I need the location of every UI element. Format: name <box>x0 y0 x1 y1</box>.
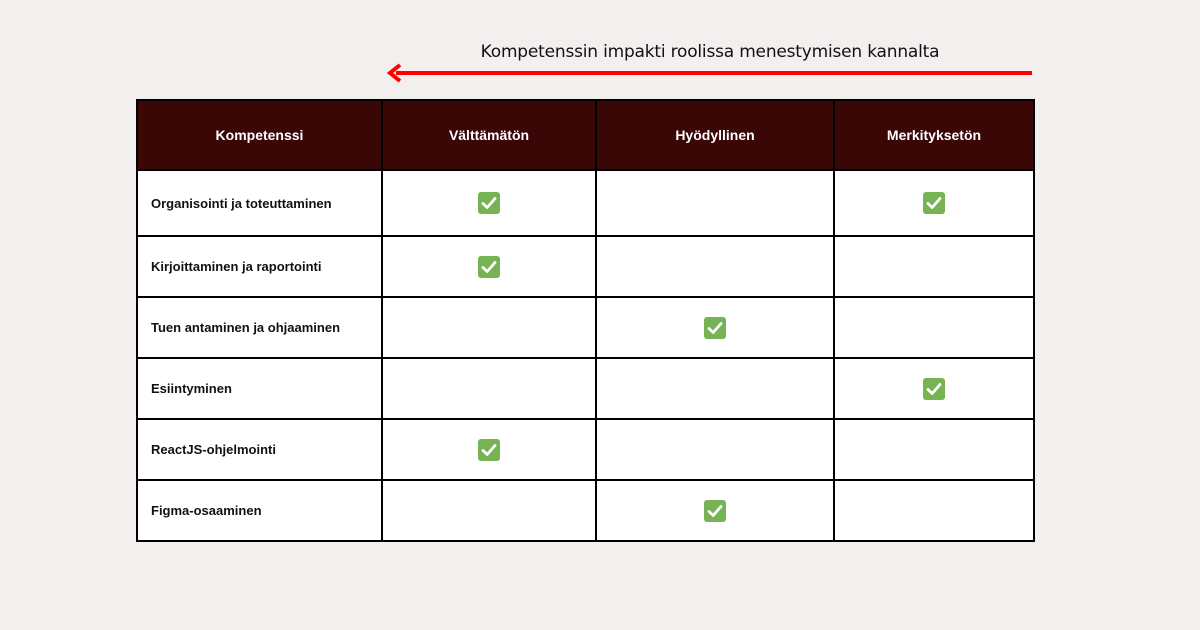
rating-cell <box>382 358 596 419</box>
table-row <box>137 236 1034 297</box>
check-mark-icon <box>478 192 500 214</box>
competency-label: Esiintyminen <box>137 358 382 419</box>
table-row <box>137 170 1034 236</box>
table-row <box>137 480 1034 541</box>
rating-cell <box>834 419 1034 480</box>
rating-cell <box>382 236 596 297</box>
rating-cell <box>382 480 596 541</box>
rating-cell <box>596 480 834 541</box>
rating-cell <box>382 170 596 236</box>
check-mark-icon <box>478 256 500 278</box>
competency-label: Tuen antaminen ja ohjaaminen <box>137 297 382 358</box>
rating-cell <box>834 170 1034 236</box>
rating-cell <box>382 419 596 480</box>
table-row <box>137 297 1034 358</box>
left-arrow-icon <box>386 62 1034 84</box>
header-insignificant: Merkityksetön <box>834 100 1034 170</box>
rating-cell <box>834 480 1034 541</box>
rating-cell <box>382 297 596 358</box>
competency-table <box>136 99 1035 542</box>
check-mark-icon <box>478 439 500 461</box>
check-mark-icon <box>923 192 945 214</box>
rating-cell <box>596 419 834 480</box>
competency-label: Figma-osaaminen <box>137 480 382 541</box>
header-essential: Välttämätön <box>382 100 596 170</box>
header-competency: Kompetenssi <box>137 100 382 170</box>
check-mark-icon <box>923 378 945 400</box>
impact-caption: Kompetenssin impakti roolissa menestymisen kannalta <box>480 42 940 62</box>
table-body <box>137 170 1034 541</box>
rating-cell <box>834 236 1034 297</box>
header-row <box>137 100 1034 170</box>
rating-cell <box>596 358 834 419</box>
competency-label: Organisointi ja toteuttaminen <box>137 170 382 236</box>
competency-label: ReactJS-ohjelmointi <box>137 419 382 480</box>
check-mark-icon <box>704 500 726 522</box>
check-mark-icon <box>704 317 726 339</box>
rating-cell <box>834 358 1034 419</box>
table-row <box>137 419 1034 480</box>
table-row <box>137 358 1034 419</box>
competency-label: Kirjoittaminen ja raportointi <box>137 236 382 297</box>
rating-cell <box>596 297 834 358</box>
rating-cell <box>596 236 834 297</box>
rating-cell <box>596 170 834 236</box>
rating-cell <box>834 297 1034 358</box>
header-useful: Hyödyllinen <box>596 100 834 170</box>
